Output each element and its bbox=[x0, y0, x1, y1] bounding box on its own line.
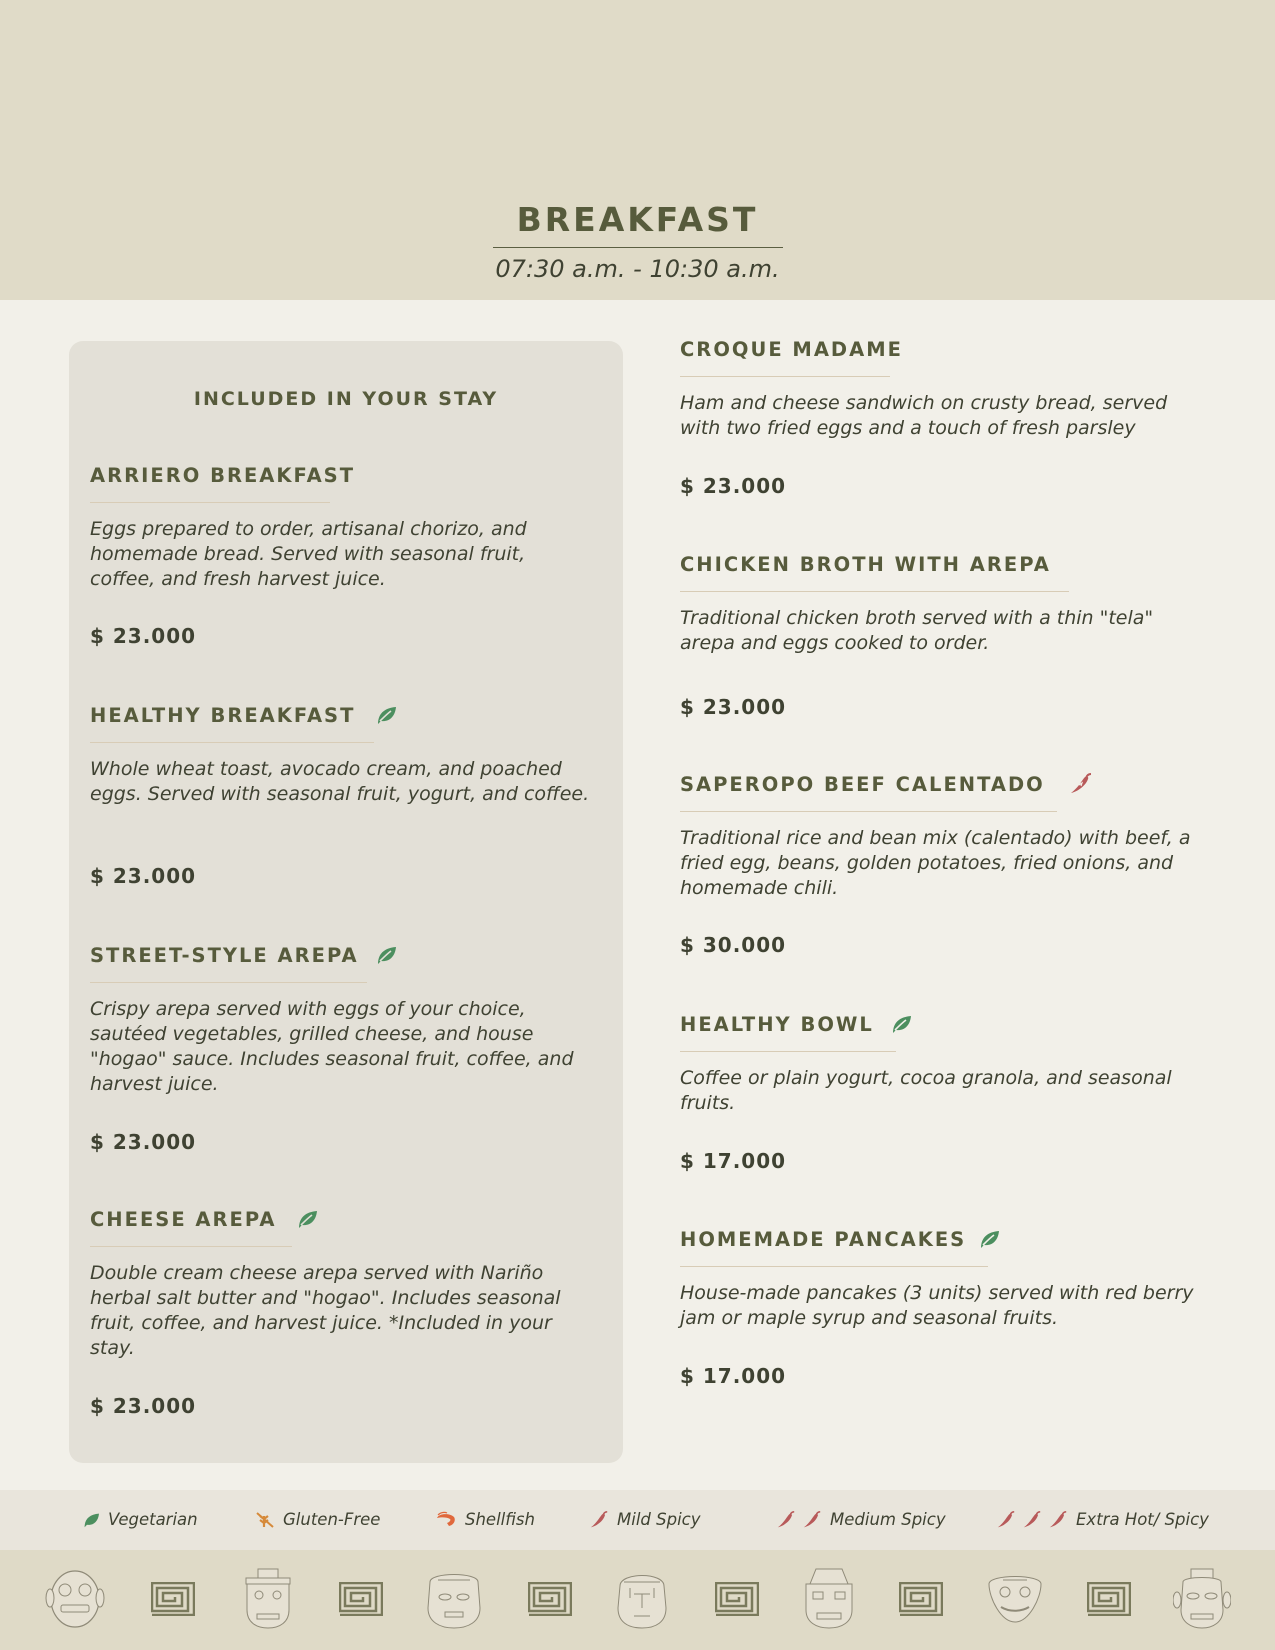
leaf-icon bbox=[375, 945, 397, 965]
decorative-footer bbox=[0, 1550, 1275, 1650]
item-name: SAPEROPO BEEF CALENTADO bbox=[680, 772, 1045, 796]
chili-icon bbox=[802, 1511, 822, 1529]
item-name: HOMEMADE PANCAKES bbox=[680, 1227, 967, 1251]
menu-item bbox=[90, 702, 590, 888]
item-price: $ 30.000 bbox=[680, 933, 787, 957]
item-divider bbox=[90, 982, 367, 983]
legend-item-extra-hot: Extra Hot/ Spicy bbox=[996, 1510, 1209, 1529]
spiral-icon bbox=[339, 1582, 383, 1616]
item-divider bbox=[90, 1246, 292, 1247]
item-price: $ 23.000 bbox=[90, 624, 197, 648]
item-divider bbox=[680, 811, 1057, 812]
item-description: House-made pancakes (3 units) served with red berry jam or maple syrup and seasonal fruits. bbox=[680, 1282, 1194, 1329]
legend-item-gluten-free: Gluten-Free bbox=[255, 1510, 380, 1529]
item-description: Crispy arepa served with eggs of your choice, sautéed vegetables, grilled cheese, and house "hogao" sauce. Includes seasonal fruit, coffee, and harvest juice. bbox=[90, 998, 574, 1095]
mask-icon bbox=[424, 1568, 484, 1630]
chili-icon bbox=[776, 1511, 796, 1529]
item-divider bbox=[90, 742, 374, 743]
item-price: $ 23.000 bbox=[90, 1130, 197, 1154]
chili-icon bbox=[589, 1511, 609, 1529]
page-title: BREAKFAST bbox=[516, 200, 759, 239]
item-divider bbox=[680, 1266, 988, 1267]
item-description: Eggs prepared to order, artisanal chorizo, and homemade bread. Served with seasonal fruit, coffee, and fresh harvest juice. bbox=[90, 518, 527, 590]
leaf-icon bbox=[978, 1229, 1000, 1249]
legend-item-medium-spicy: Medium Spicy bbox=[776, 1510, 946, 1529]
menu-item bbox=[680, 1011, 1200, 1173]
menu-item bbox=[680, 336, 1200, 498]
chili-icon bbox=[996, 1511, 1016, 1529]
item-description: Double cream cheese arepa served with Nariño herbal salt butter and "hogao". Includes seasonal fruit, coffee, and harvest juice. *Included in your stay. bbox=[90, 1262, 561, 1359]
mask-icon bbox=[42, 1568, 108, 1630]
item-description: Whole wheat toast, avocado cream, and poached eggs. Served with seasonal fruit, yogurt, and coffee. bbox=[90, 758, 590, 805]
item-divider bbox=[680, 591, 1069, 592]
leaf-icon bbox=[375, 705, 397, 725]
legend-item-shellfish: Shellfish bbox=[435, 1510, 535, 1529]
legend-item-vegetarian: Vegetarian bbox=[82, 1510, 198, 1529]
item-description: Traditional rice and bean mix (calentado) with beef, a fried egg, beans, golden potatoes, fried onions, and homemade chili. bbox=[680, 827, 1191, 899]
menu-item bbox=[90, 462, 590, 648]
item-divider bbox=[680, 1051, 896, 1052]
item-price: $ 17.000 bbox=[680, 1149, 787, 1173]
item-name: HEALTHY BREAKFAST bbox=[90, 703, 356, 727]
menu-item bbox=[90, 942, 590, 1154]
legend-item-mild-spicy: Mild Spicy bbox=[589, 1510, 701, 1529]
leaf-icon bbox=[296, 1209, 318, 1229]
chili-icon bbox=[1022, 1511, 1042, 1529]
service-hours: 07:30 a.m. - 10:30 a.m. bbox=[495, 255, 780, 283]
item-description: Ham and cheese sandwich on crusty bread, served with two fried eggs and a touch of fresh parsley bbox=[680, 392, 1168, 439]
spiral-icon bbox=[899, 1582, 943, 1616]
chili-icon bbox=[1048, 1511, 1068, 1529]
dietary-legend bbox=[0, 1490, 1275, 1550]
leaf-icon bbox=[82, 1512, 100, 1528]
item-name: CHEESE AREPA bbox=[90, 1207, 277, 1231]
item-price: $ 23.000 bbox=[90, 864, 197, 888]
item-price: $ 23.000 bbox=[680, 474, 787, 498]
mask-icon bbox=[985, 1572, 1045, 1624]
item-name: ARRIERO BREAKFAST bbox=[90, 463, 356, 487]
menu-item bbox=[680, 771, 1200, 957]
mask-icon bbox=[612, 1568, 672, 1630]
title-divider bbox=[493, 247, 783, 248]
item-divider bbox=[680, 376, 890, 377]
item-name: CROQUE MADAME bbox=[680, 337, 903, 361]
spiral-icon bbox=[1087, 1582, 1131, 1616]
included-panel-title: INCLUDED IN YOUR STAY bbox=[193, 388, 499, 410]
shrimp-icon bbox=[435, 1511, 457, 1529]
spiral-icon bbox=[715, 1582, 759, 1616]
menu-item bbox=[680, 1226, 1200, 1388]
item-divider bbox=[90, 502, 330, 503]
item-name: CHICKEN BROTH WITH AREPA bbox=[680, 552, 1051, 576]
menu-item bbox=[90, 1206, 590, 1418]
mask-icon bbox=[1173, 1568, 1231, 1630]
chili-icon bbox=[1069, 773, 1093, 795]
spiral-icon bbox=[528, 1582, 572, 1616]
menu-item bbox=[680, 551, 1200, 719]
leaf-icon bbox=[890, 1014, 912, 1034]
item-price: $ 17.000 bbox=[680, 1364, 787, 1388]
mask-icon bbox=[240, 1568, 296, 1630]
item-description: Coffee or plain yogurt, cocoa granola, and seasonal fruits. bbox=[680, 1067, 1172, 1114]
mask-icon bbox=[802, 1568, 856, 1630]
gluten-free-icon bbox=[255, 1511, 275, 1529]
item-name: HEALTHY BOWL bbox=[680, 1012, 874, 1036]
item-name: STREET-STYLE AREPA bbox=[90, 943, 359, 967]
spiral-icon bbox=[151, 1582, 195, 1616]
item-description: Traditional chicken broth served with a thin "tela" arepa and eggs cooked to order. bbox=[680, 607, 1154, 654]
item-price: $ 23.000 bbox=[90, 1394, 197, 1418]
item-price: $ 23.000 bbox=[680, 695, 787, 719]
